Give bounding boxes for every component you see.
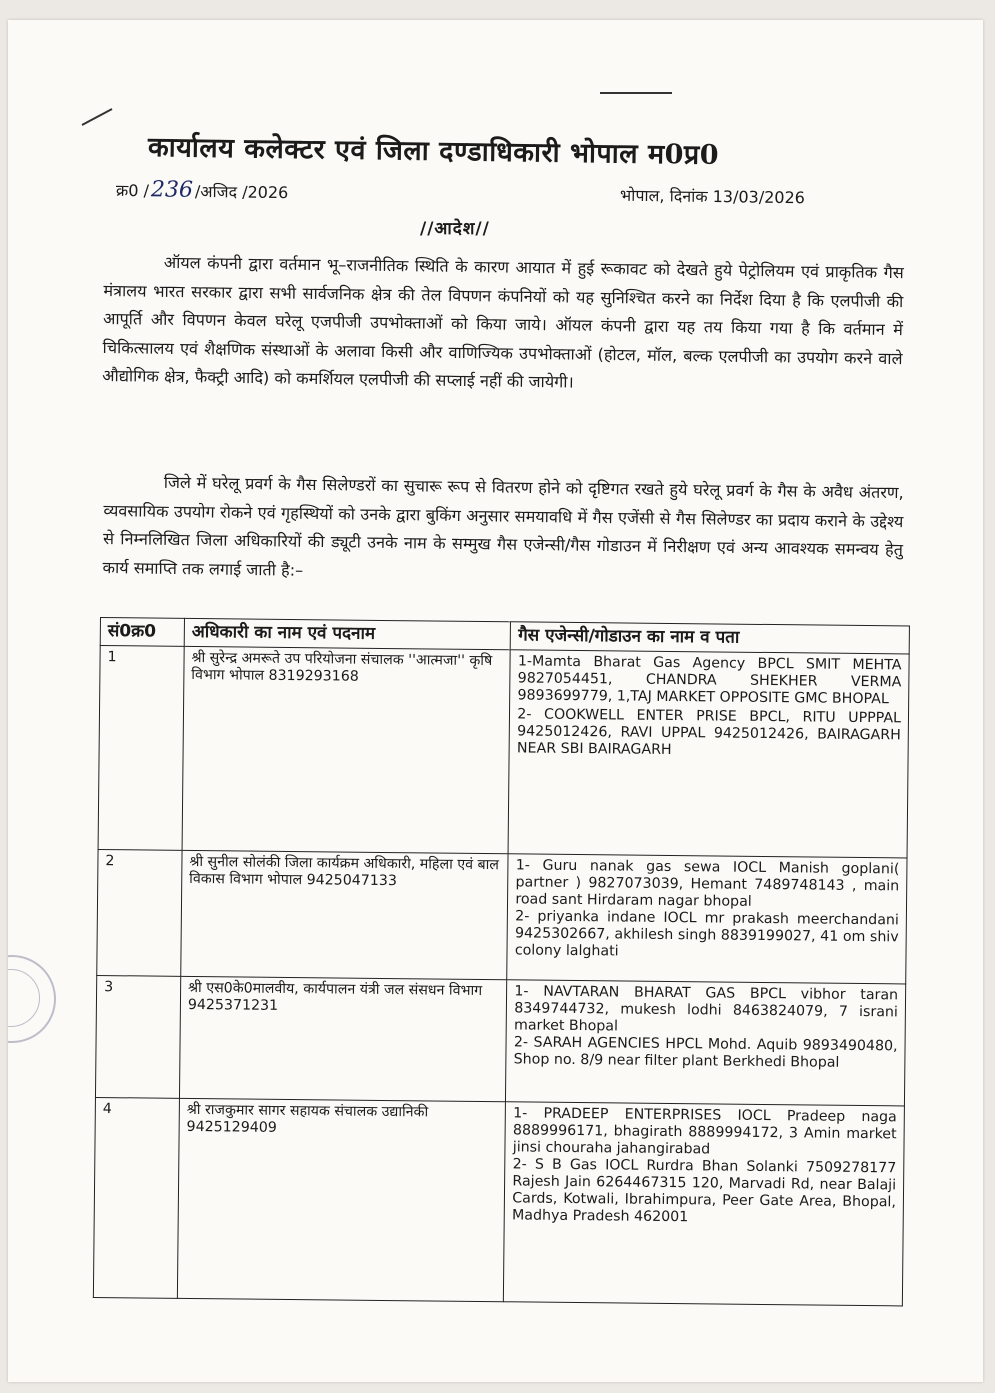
row-serial: 3 [95,975,180,1098]
row-serial: 2 [97,849,182,976]
header-serial: सं0क्र0 [100,618,184,647]
top-rule [600,92,672,94]
row-serial: 4 [93,1097,179,1298]
agency-entry: 2- COOKWELL ENTER PRISE BPCL, RITU UPPPAL 9425012426, RAVI UPPAL 9425012426, BAIRAGARH NEAR SBI BAIRAGARH [516,706,902,758]
table-row [93,1097,904,1305]
agency-entry: 1- PRADEEP ENTERPRISES IOCL Pradeep naga 8889996171, bhagirath 8889994172, 3 Amin market jinsi chouraha jahangirabad [512,1105,897,1158]
ref-prefix: क्र0 / [115,180,150,201]
row-officer: श्री राजकुमार सागर सहायक संचालक उद्यानिकी 9425129409 [177,1098,505,1301]
row-officer: श्री सुरेन्द्र अमरूते उप परियोजना संचालक ''आत्मजा'' कृषि विभाग भोपाल 8319293168 [182,646,511,853]
agency-entry: 2- SARAH AGENCIES HPCL Mohd. Aquib 9893490480, Shop no. 8/9 near filter plant Berkhedi Bhopal [513,1034,898,1071]
pen-mark [82,108,113,126]
agency-entry: 1- Guru nanak gas sewa IOCL Manish goplani( partner ) 9827073039, Hemant 7489748143 , main road sant Hirdaram nagar bhopal [515,857,900,910]
ref-suffix: /अजिद /2026 [194,181,289,203]
table-row [98,646,909,858]
agency-entry: 2- priyanka indane IOCL mr prakash meerchandani 9425302667, akhilesh singh 8839199027, 41 om shiv colony lalghati [514,908,899,960]
agency-entry: 2- S B Gas IOCL Rurdra Bhan Solanki 7509278177 Rajesh Jain 6264467315 120, Marvadi Rd, near Balaji Cards, Kotwali, Ibrahimpura, Peer Gate Area, Bhopal, Madhya Pradesh 462001 [512,1156,897,1226]
row-agency [506,980,906,1106]
header-officer: अधिकारी का नाम एवं पदनाम [184,618,511,649]
office-seal [8,955,56,1043]
row-officer: श्री एस0के0मालवीय, कार्यपालन यंत्री जल संसधन विभाग 9425371231 [179,976,507,1101]
date-line: भोपाल, दिनांक 13/03/2026 [619,185,806,208]
order-heading: //आदेश// [420,219,490,239]
agency-entry: 1-Mamta Bharat Gas Agency BPCL SMIT MEHTA 9827054451, CHANDRA SHEKHER VERMA 9893699779, 1,TAJ MARKET OPPOSITE GMC BHOPAL [517,653,902,708]
reference-number-line [116,177,289,204]
header-agency: गैस एजेन्सी/गोडाउन का नाम व पता [511,622,910,654]
row-serial: 1 [98,646,184,851]
row-agency [508,650,909,858]
row-officer: श्री सुनील सोलंकी जिला कार्यक्रम अधिकारी, महिला एवं बाल विकास विभाग भोपाल 9425047133 [181,850,509,979]
paragraph-1: ऑयल कंपनी द्वारा वर्तमान भू–राजनीतिक स्थिति के कारण आयात में हुई रूकावट को देखते हुये पेट्रोलियम एवं प्राकृतिक गैस मंत्रालय भारत सरकार द्वारा सभी सार्वजनिक क्षेत्र की तेल विपणन कंपनियों को यह सुनिश्चित करने का निर्देश दिया है कि एलपीजी की आपूर्ति और विपणन केवल घरेलू एजपीजी उपभोक्ताओं को किया जाये। ऑयल कंपनी द्वारा यह तय किया गया है कि वर्तमान में चिकित्सालय एवं शैक्षणिक संस्थाओं के अलावा किसी और वाणिज्यिक उपभोक्ताओं (होटल, मॉल, बल्क एलपीजी का उपयोग करने वाले औद्योगिक क्षेत्र, फैक्ट्री आदि) को कमर्शियल एलपीजी की सप्लाई नहीं की जायेगी। [102,252,904,392]
table-row [97,849,907,983]
office-title: कार्यालय कलेक्टर एवं जिला दण्डाधिकारी भोपाल म0प्र0 [147,131,720,171]
duty-table [93,617,910,1306]
document-page [8,20,983,1382]
ref-number: 236 [150,177,194,203]
paragraph-2: जिले में घरेलू प्रवर्ग के गैस सिलेण्डरों का सुचारू रूप से वितरण होने को दृष्टिगत रखते हुये घरेलू प्रवर्ग के गैस के अवैध अंतरण, व्यवसायिक उपयोग रोकने एवं गृहस्थियों को उनके द्वारा बुकिंग अनुसार समयावधि में गैस एजेंसी से गैस सिलेण्डर का प्रदाय कराने के उद्देश्य से निम्नलिखित जिला अधिकारियों की ड्यूटी उनके नाम के सम्मुख गैस एजेन्सी/गैस गोडाउन में निरीक्षण एवं अन्य आवश्यक समन्वय हेतु कार्य समाप्ति तक लगाई जाती है:– [102,472,904,580]
table-row [95,975,905,1105]
agency-entry: 1- NAVTARAN BHARAT GAS BPCL vibhor taran 8349744732, mukesh lodhi 8463824079, 7 israni market Bhopal [513,983,899,1035]
row-agency [507,854,907,984]
row-agency [504,1102,905,1306]
